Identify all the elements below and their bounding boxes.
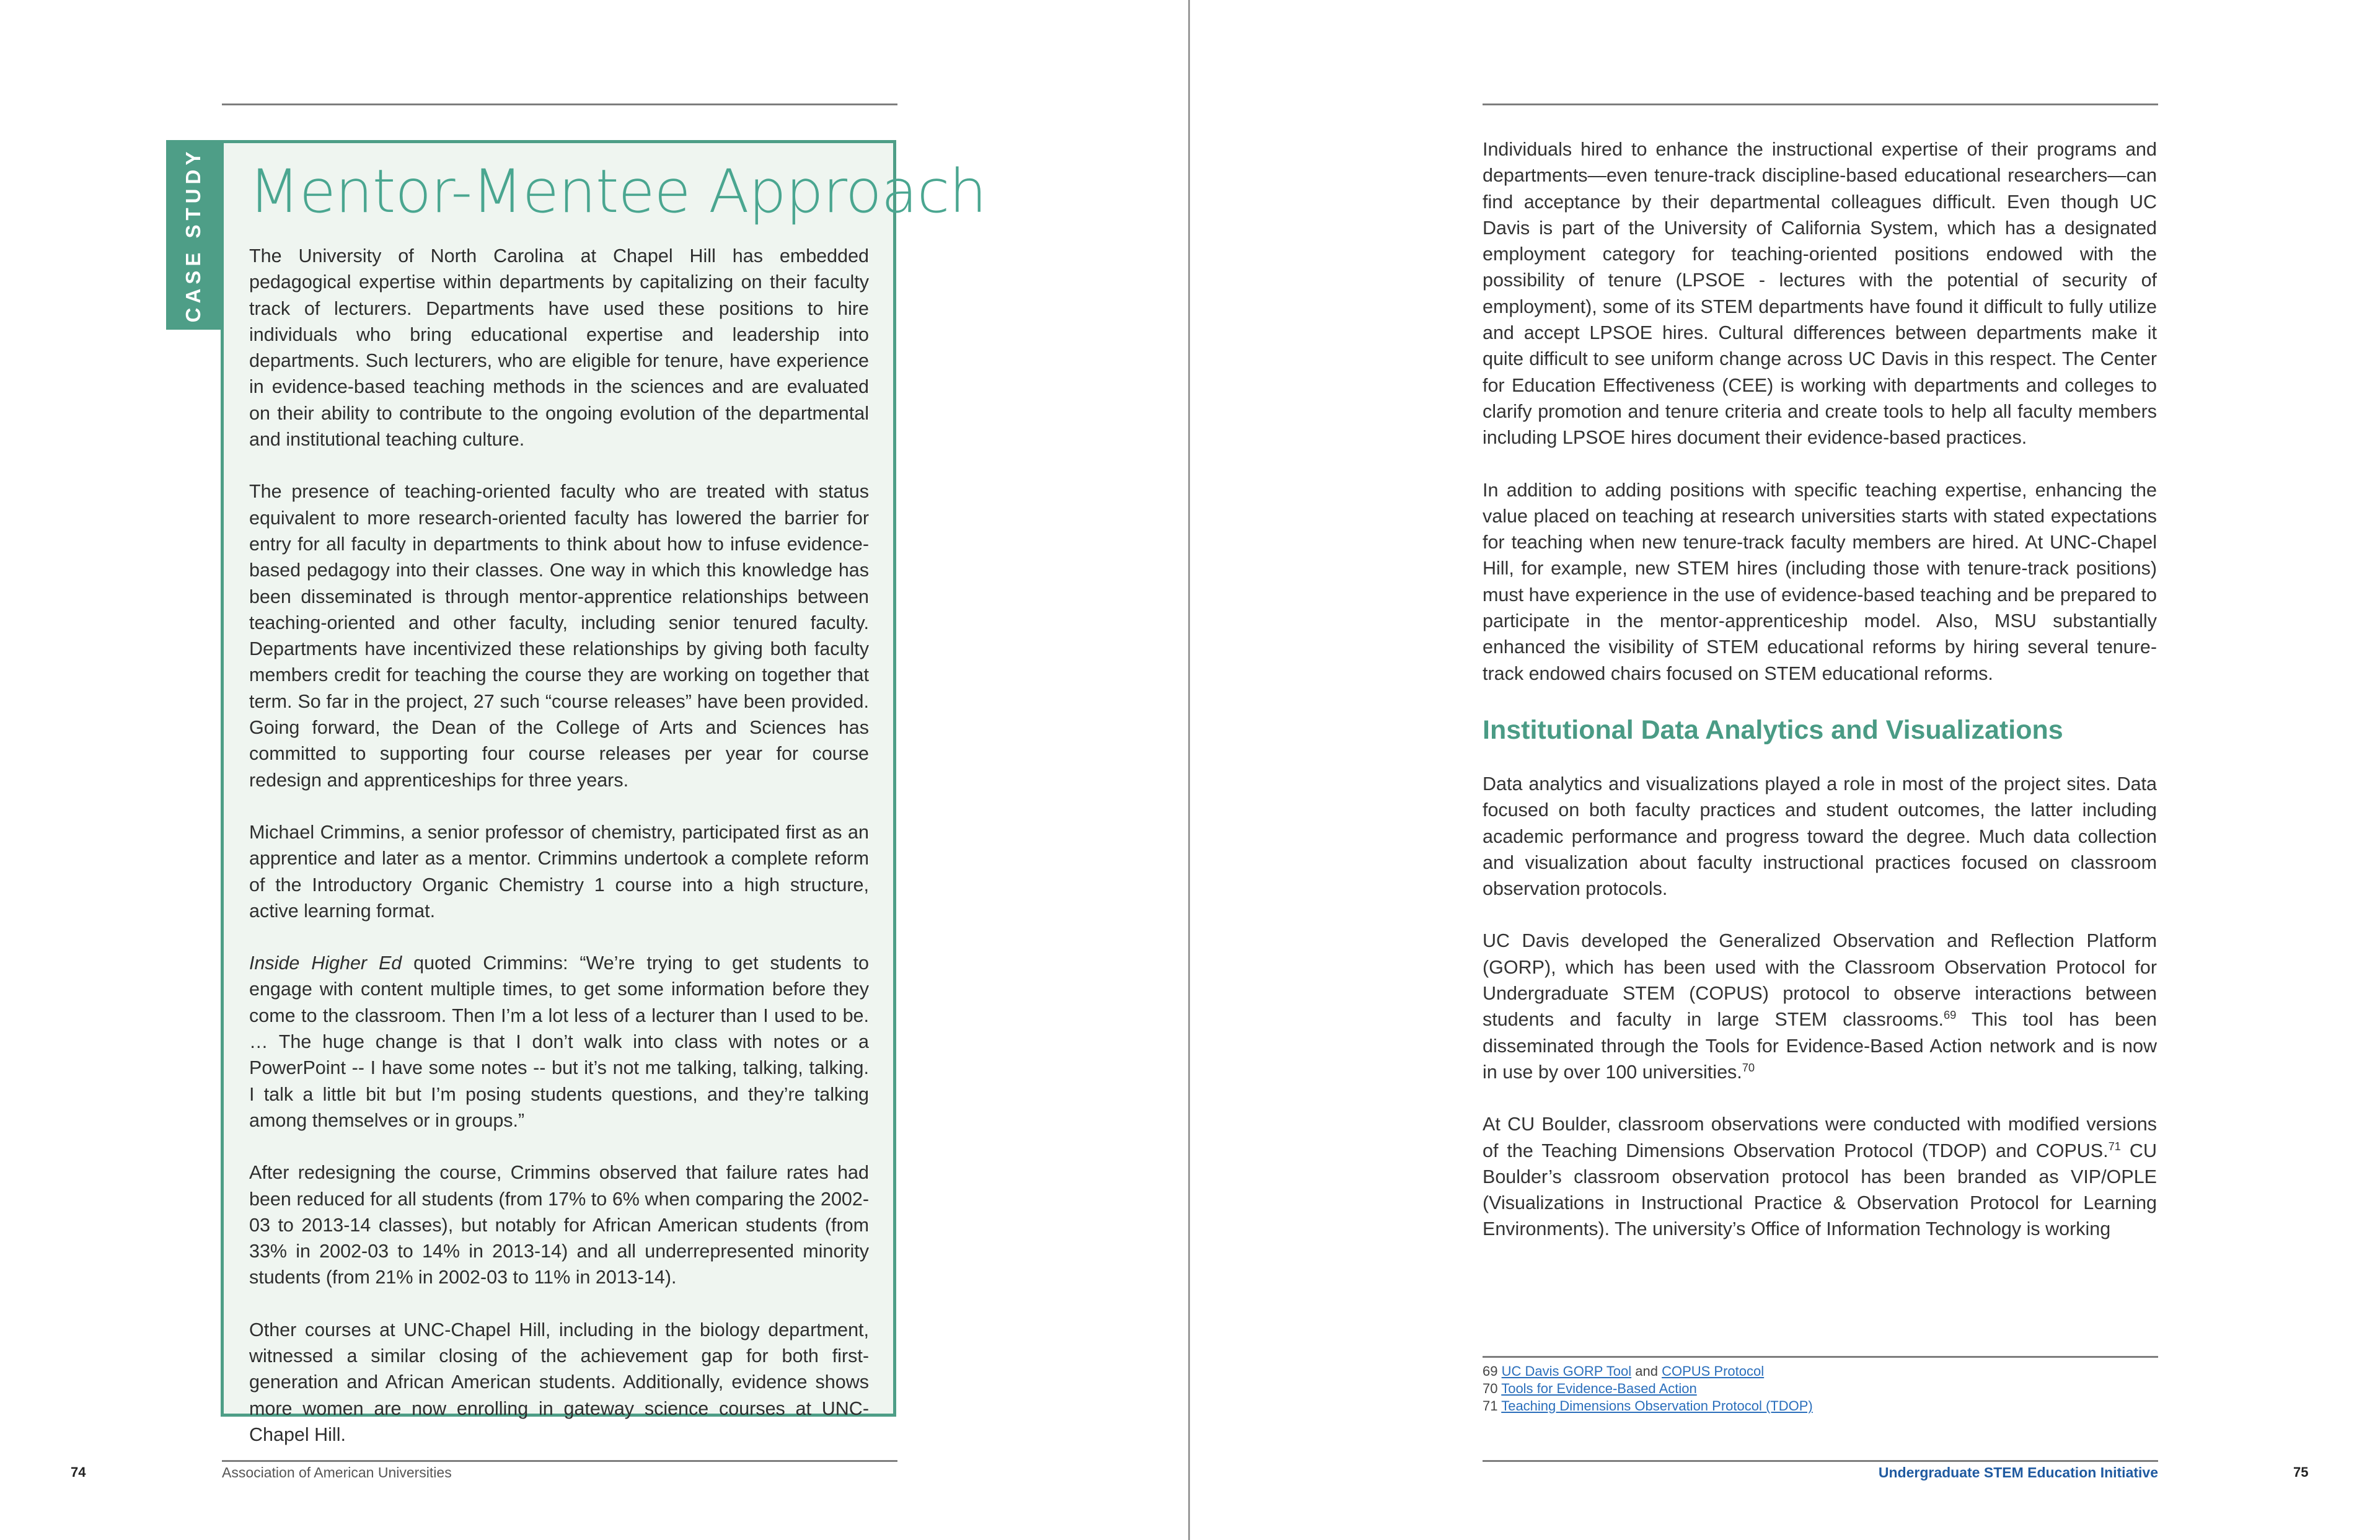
right-page-number: 75 (2293, 1464, 2309, 1480)
body-paragraph (1483, 928, 2157, 1085)
quote-text: quoted Crimmins: “We’re trying to get students to engage with content multiple times, to get some information before they come to the classroom. Then I’m a lot less of a lecturer than I used to be. … The huge change is that I don’t walk into class with notes or a PowerPoint -- I have some notes -- but it’s not me talking, talking, talking. I talk a little bit but I’m posing students questions, and they’re talking among themselves or in groups.” (249, 953, 869, 1131)
footnote-number: 71 (1483, 1398, 1498, 1414)
case-study-paragraph: Michael Crimmins, a senior professor of chemistry, participated first as an apprentice and later as a mentor. Crimmins undertook a complete reform of the Introductory Organic Chemistry 1 course into a high structure, active learning format. (249, 821, 869, 922)
case-study-title: Mentor-Mentee Approach (249, 157, 987, 226)
left-footer-rule (222, 1460, 897, 1462)
case-study-tab-label: CASE STUDY (182, 147, 205, 323)
case-study-paragraph: The University of North Carolina at Chapel Hill has embedded pedagogical expertise within departments by capitalizing on their faculty track of lecturers. Departments have used these positions to hire individuals who bring educational expertise and leadership into departments. Such lecturers, who are eligible for tenure, have experience in evidence-based teaching methods in the sciences and are evaluated on their ability to contribute to the ongoing evolution of the departmental and institutional teaching culture. (249, 245, 869, 451)
left-header-rule (222, 103, 897, 105)
footnote-71 (1483, 1397, 2158, 1415)
paragraph-text: This tool has been disseminated through the Tools for Evidence-Based Action network and is now in use by over 100 universities. (1483, 1009, 2157, 1083)
footnote-69 (1483, 1363, 2158, 1380)
left-page-number: 74 (71, 1464, 86, 1480)
paragraph-text: CU Boulder’s classroom observation protocol has been branded as VIP/OPLE (Visualizations in Instructional Practice & Observation Protocol for Learning Environments). The university’s Office of Information Technology is working (1483, 1140, 2157, 1240)
footnote-ref-71[interactable]: 71 (2108, 1139, 2121, 1153)
right-footer-rule (1483, 1460, 2158, 1462)
case-study-paragraph: After redesigning the course, Crimmins observed that failure rates had been reduced for all students (from 17% to 6% when comparing the 2002-03 to 2013-14 classes), but notably for African American students (from 33% in 2002-03 to 14% in 2013-14) and all underrepresented minority students (from 21% in 2002-03 to 11% in 2013-14). (249, 1162, 869, 1288)
footnote-70 (1483, 1380, 2158, 1397)
footnote-link-gorp[interactable]: UC Davis GORP Tool (1501, 1363, 1632, 1379)
footnote-ref-70[interactable]: 70 (1742, 1060, 1755, 1074)
body-paragraph (1483, 1111, 2157, 1242)
footnote-number: 69 (1483, 1363, 1498, 1379)
footnotes (1483, 1356, 2158, 1415)
case-study-quote-paragraph (249, 950, 869, 1133)
case-study-paragraph: Other courses at UNC-Chapel Hill, including in the biology department, witnessed a similar closing of the achievement gap for both first-generation and African American students. Additionally, evidence shows more women are now enrolling in gateway science courses at UNC-Chapel Hill. (249, 1319, 869, 1445)
case-study-paragraph: The presence of teaching-oriented faculty who are treated with status equivalent to more research-oriented faculty has lowered the barrier for entry for all faculty in departments to think about how to infuse evidence-based pedagogy into their classes. One way in which this knowledge has been disseminated is through mentor-apprentice relationships between teaching-oriented and other faculty, including senior tenured faculty. Departments have incentivized these relationships by giving both faculty members credit for teaching the course they are working on together that term. So far in the project, 27 such “course releases” have been provided. Going forward, the Dean of the College of Arts and Sciences has committed to supporting four course releases per year for course redesign and apprenticeships for three years. (249, 481, 869, 791)
case-study-tab (166, 140, 221, 330)
body-paragraph: Data analytics and visualizations played a role in most of the project sites. Data focused on both faculty practices and student outcomes, the latter including academic performance and progress toward the degree. Much data collection and visualization about faculty instructional practices focused on classroom observation protocols. (1483, 773, 2157, 900)
right-header-rule (1483, 103, 2158, 105)
body-paragraph: In addition to adding positions with specific teaching expertise, enhancing the value placed on teaching at research universities starts with stated expectations for teaching when new tenure-track faculty members are hired. At UNC-Chapel Hill, for example, new STEM hires (including those with tenure-track positions) must have experience in the use of evidence-based teaching and be prepared to participate in the mentor-apprenticeship model. Also, MSU substantially enhanced the visibility of STEM educational reforms by hiring several tenure-track endowed chairs focused on STEM educational reforms. (1483, 479, 2157, 684)
right-page-body (1483, 136, 2157, 1269)
publication-name: Inside Higher Ed (249, 953, 402, 974)
paragraph-text: UC Davis developed the Generalized Observation and Reflection Platform (GORP), which has been used with the Classroom Observation Protocol for Undergraduate STEM (COPUS) protocol to observe interactions between students and faculty in large STEM classrooms. (1483, 930, 2157, 1031)
body-paragraph: Individuals hired to enhance the instructional expertise of their programs and departments—even tenure-track discipline-based educational researchers—can find acceptance by their departmental colleagues difficult. Even though UC Davis is part of the University of California System, which has a designated employment category for teaching-oriented positions endowed with the possibility of tenure (LPSOE - lectures with the potential of security of employment), some of its STEM departments have found it difficult to fully utilize and accept LPSOE hires. Cultural differences between departments make it quite difficult to see uniform change across UC Davis in this respect. The Center for Education Effectiveness (CEE) is working with departments and colleges to clarify promotion and tenure criteria and create tools to help all faculty members including LPSOE hires document their evidence-based practices. (1483, 139, 2157, 449)
paragraph-text: At CU Boulder, classroom observations were conducted with modified versions of the Teaching Dimensions Observation Protocol (TDOP) and COPUS. (1483, 1114, 2157, 1161)
section-heading: Institutional Data Analytics and Visualizations (1483, 715, 2063, 745)
footnote-number: 70 (1483, 1381, 1498, 1396)
footnote-link-tools[interactable]: Tools for Evidence-Based Action (1501, 1381, 1697, 1396)
page-spread-divider (1188, 0, 1190, 1540)
footnote-link-tdop[interactable]: Teaching Dimensions Observation Protocol (TDOP) (1501, 1398, 1813, 1414)
footnote-link-copus[interactable]: COPUS Protocol (1662, 1363, 1765, 1379)
case-study-box (221, 140, 987, 1445)
right-footer-text: Undergraduate STEM Education Initiative (1878, 1464, 2158, 1481)
footnote-ref-69[interactable]: 69 (1943, 1008, 1957, 1022)
footnote-conjunction: and (1635, 1363, 1658, 1379)
left-footer-text: Association of American Universities (222, 1464, 452, 1481)
case-study-body (249, 243, 869, 1474)
